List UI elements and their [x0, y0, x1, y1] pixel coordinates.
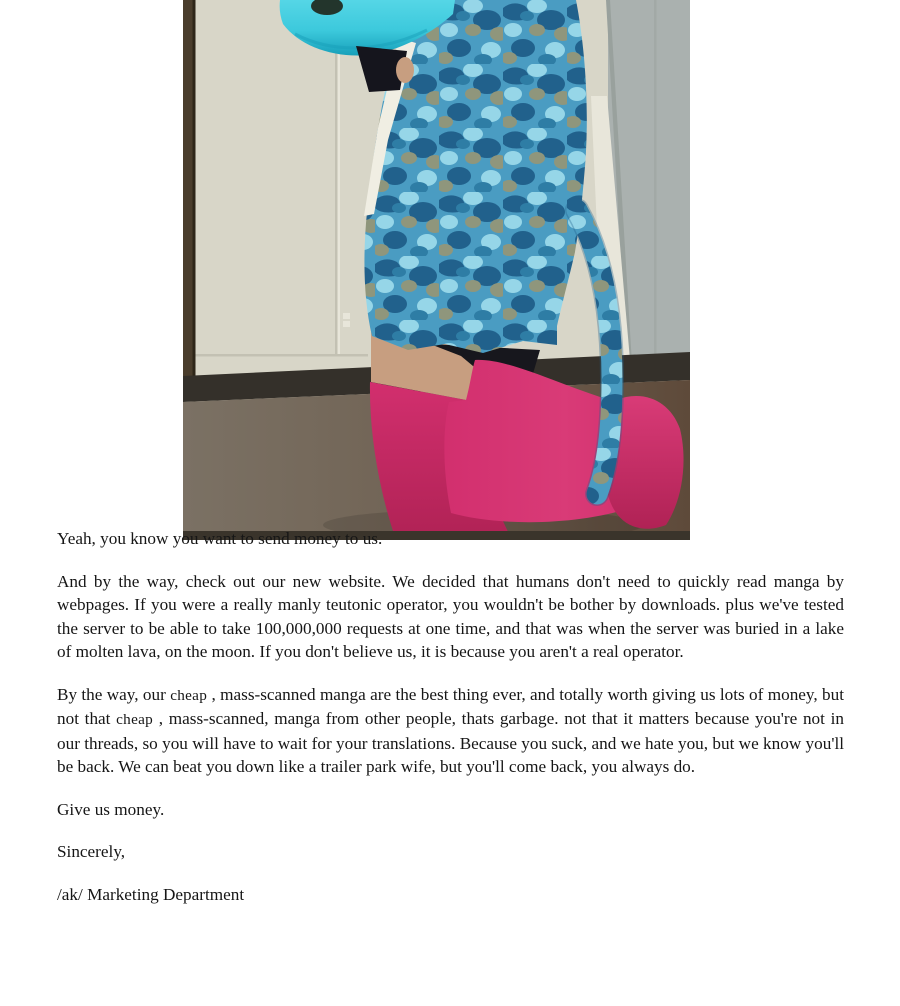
door-latch-upper	[343, 313, 350, 319]
letter-text: /ak/ Marketing Department	[57, 884, 245, 904]
photo-illustration	[183, 0, 690, 540]
letter-paragraph	[57, 527, 844, 551]
letter-text: , mass-scanned manga are the best thing ever, and totally worth giving us lots of money, but not that	[57, 684, 845, 728]
letter-text: Yeah, you know you want to send money to us.	[57, 529, 383, 548]
letter-paragraph	[57, 840, 844, 864]
door-bottom-groove	[195, 354, 368, 357]
letter-paragraph	[57, 683, 844, 779]
letter-text: Sincerely,	[57, 842, 126, 861]
letter-text: Give us money.	[57, 799, 165, 819]
letter-paragraph	[57, 883, 844, 907]
hand-skin	[396, 57, 414, 83]
left-doorframe-shadow	[193, 0, 196, 400]
kneeling-cosplay-photo	[183, 0, 690, 540]
letter-body	[57, 527, 844, 906]
letter-paragraph	[57, 570, 844, 664]
letter-text: , mass-scanned, manga from other people, thats garbage. not that it matters because you're not in our threads, so you will have to wait for your translations. Because you suck, and we hate you, but we know you'll be back. We can beat you down like a trailer park wife, but you'll come back, you always do.	[57, 709, 844, 776]
letter-text: By the way, our	[57, 684, 171, 704]
letter-text: And by the way, check out our new website. We decided that humans don't need to quickly read manga by webpages. If you were a really manly teutonic operator, you wouldn't be bother by downloads. plus we've tested the server to be able to take 100,000,000 requests at one time, and that was when the server was buried in a lake of molten lava, on the moon. If you don't believe us, it is because you aren't a real operator.	[57, 571, 844, 661]
door-latch-lower	[343, 321, 350, 327]
wall-gray-seam	[654, 0, 657, 358]
letter-text-alt-font: cheap	[170, 686, 208, 704]
letter-text-alt-font: cheap	[116, 711, 154, 728]
letter-paragraph	[57, 798, 844, 822]
